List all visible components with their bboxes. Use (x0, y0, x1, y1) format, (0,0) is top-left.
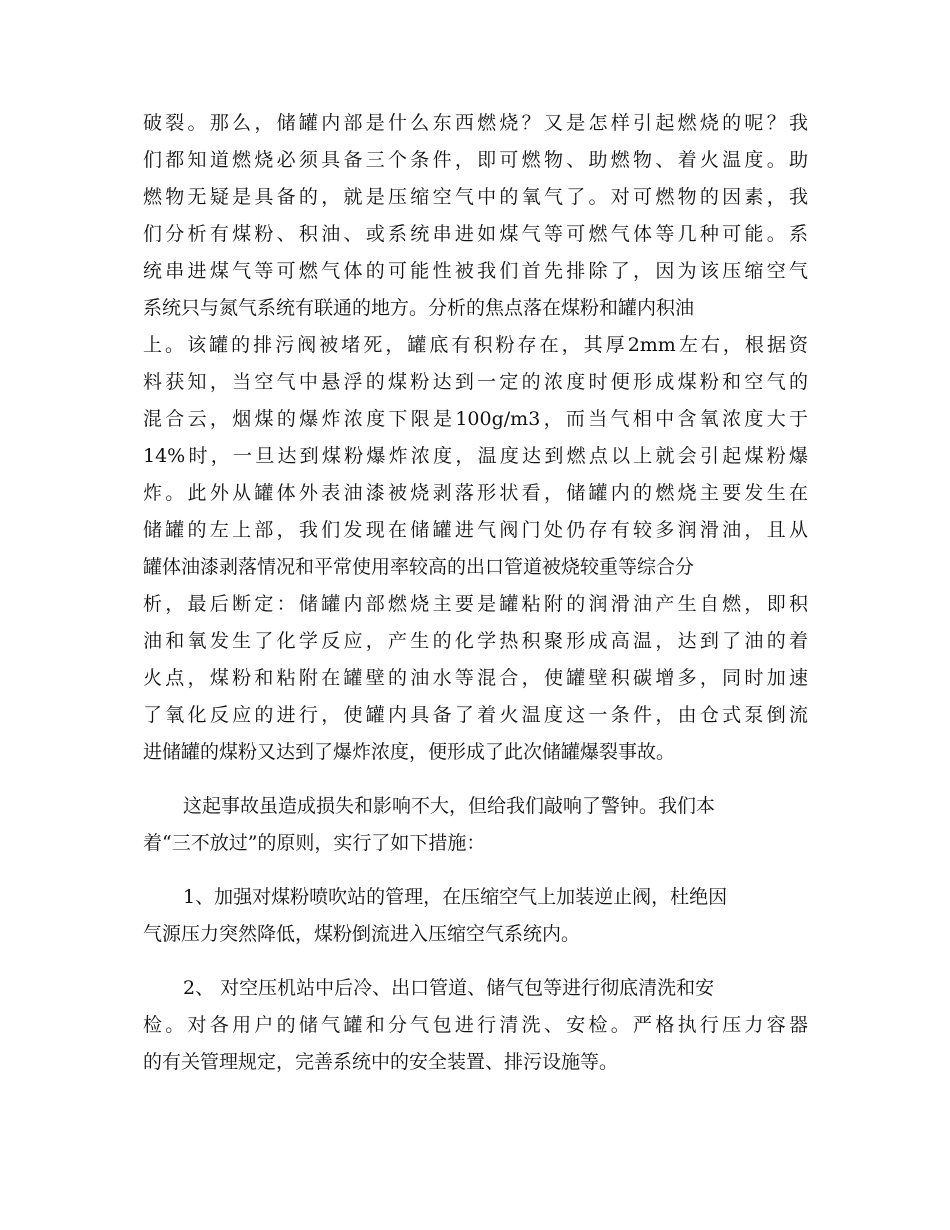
text-line: 储罐的左上部，我们发现在储罐进气阀门处仍存有较多润滑油，且从 (143, 519, 808, 541)
text-line: 们分析有煤粉、积油、或系统串进如煤气等可燃气体等几种可能。系 (143, 223, 808, 245)
text-line: 这起事故虽造成损失和影响不大，但给我们敲响了警钟。我们本 (183, 795, 716, 817)
paragraph-accident-analysis (143, 105, 808, 771)
text-line: 破裂。那么，储罐内部是什么东西燃烧？又是怎样引起燃烧的呢？我 (143, 112, 808, 134)
text-line: 析，最后断定：储罐内部燃烧主要是罐粘附的润滑油产生自燃，即积 (143, 593, 808, 615)
text-line: 着“三不放过”的原则，实行了如下措施： (143, 832, 486, 854)
paragraph-measure-2 (143, 970, 808, 1081)
text-line: 了氧化反应的进行，使罐内具备了着火温度这一条件，由仓式泵倒流 (143, 704, 808, 726)
text-line: 的有关管理规定，完善系统中的安全装置、排污设施等。 (143, 1051, 619, 1073)
text-line: 气源压力突然降低，煤粉倒流进入压缩空气系统内。 (143, 923, 581, 945)
text-line: 们都知道燃烧必须具备三个条件，即可燃物、助燃物、着火温度。助 (143, 149, 808, 171)
paragraph-spacer (143, 953, 808, 970)
text-line: 料获知，当空气中悬浮的煤粉达到一定的浓度时便形成煤粉和空气的 (143, 371, 808, 393)
text-line: 检。对各用户的储气罐和分气包进行清洗、安检。严格执行压力容器 (143, 1014, 808, 1036)
text-line: 上。该罐的排污阀被堵死，罐底有积粉存在，其厚2mm左右，根据资 (143, 334, 808, 356)
paragraph-measures-intro (143, 788, 808, 862)
text-line: 2、 对空压机站中后冷、出口管道、储气包等进行彻底清洗和安 (183, 977, 715, 999)
text-line: 罐体油漆剥落情况和平常使用率较高的出口管道被烧较重等综合分 (143, 556, 695, 578)
document-body (143, 105, 808, 1081)
text-line: 统串进煤气等可燃气体的可能性被我们首先排除了，因为该压缩空气 (143, 260, 808, 282)
text-line: 系统只与氮气系统有联通的地方。分析的焦点落在煤粉和罐内积油 (143, 297, 695, 319)
text-line: 1、加强对煤粉喷吹站的管理，在压缩空气上加装逆止阀，杜绝因 (183, 886, 728, 908)
text-line: 火点，煤粉和粘附在罐壁的油水等混合，使罐壁积碳增多，同时加速 (143, 667, 808, 689)
text-line: 混合云，烟煤的爆炸浓度下限是100g/m3，而当气相中含氧浓度大于 (143, 408, 808, 430)
text-line: 燃物无疑是具备的，就是压缩空气中的氧气了。对可燃物的因素，我 (143, 186, 808, 208)
paragraph-measure-1 (143, 879, 808, 953)
paragraph-spacer (143, 862, 808, 879)
text-line: 油和氧发生了化学反应，产生的化学热积聚形成高温，达到了油的着 (143, 630, 808, 652)
text-line: 进储罐的煤粉又达到了爆炸浓度，便形成了此次储罐爆裂事故。 (143, 741, 676, 763)
text-line: 14%时，一旦达到煤粉爆炸浓度，温度达到燃点以上就会引起煤粉爆 (143, 445, 808, 467)
text-line: 炸。此外从罐体外表油漆被烧剥落形状看，储罐内的燃烧主要发生在 (143, 482, 808, 504)
paragraph-spacer (143, 771, 808, 788)
